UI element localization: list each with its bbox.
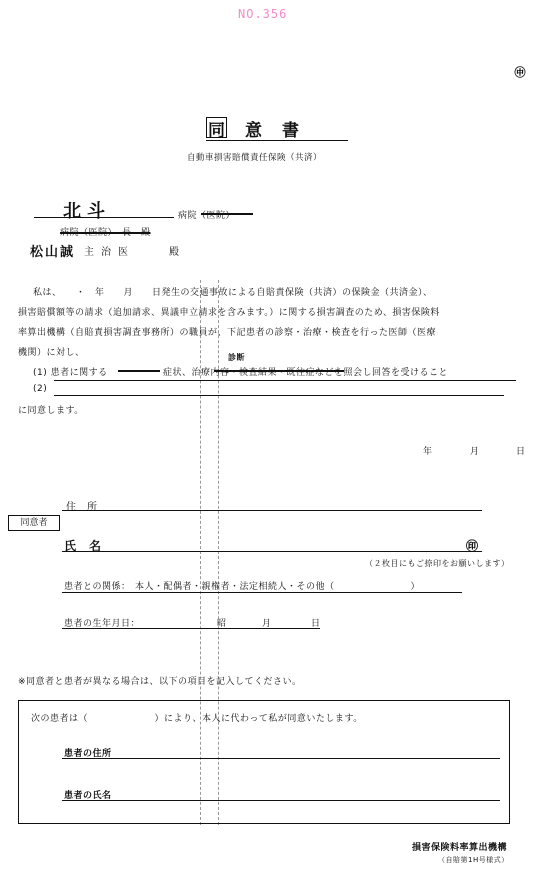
page-subtitle: 自動車損害賠償責任保険（共済）: [187, 153, 323, 163]
title-underline: [206, 140, 348, 141]
item-2-underline: [54, 395, 504, 396]
seal-note: （２枚目にもご捺印をお願いします）: [365, 559, 510, 568]
body-line-3: 率算出機構（自賠責損害調査事務所）の職員が、下記患者の診察・治療・検査を行った医師（医療: [18, 328, 437, 338]
birth-underline: [62, 628, 320, 629]
document-number: NO.356: [238, 7, 288, 21]
hospital-name-underline: [34, 217, 174, 218]
item-1-handwritten-insert: 診断: [228, 352, 245, 362]
body-closing: に同意します。: [18, 406, 84, 416]
department-struck-text: 病院（医院） 長 殿: [60, 228, 151, 238]
body-line-1: 私は、 ・ 年 月 日発生の交通事故による自賠責保険（共済）の保険金（共済金）、: [33, 288, 433, 298]
hospital-strike-mark: [201, 213, 253, 215]
item-2-label: (2): [33, 384, 48, 394]
footer-form-number: （自賠第1H号様式）: [438, 856, 509, 864]
body-line-4: 機関）に対し、: [18, 348, 85, 358]
item-1-text: 症状、治療内容・検査結果・既往症などを照会し回答を受けること: [163, 368, 449, 378]
item-1-prefix: (1) 患者に関する: [33, 368, 108, 378]
patient-name-field[interactable]: [62, 800, 500, 801]
date-year-label: 年: [423, 447, 433, 457]
company-seal-mark: ㊥: [514, 66, 526, 79]
patient-address-field[interactable]: [62, 758, 500, 759]
page-title: 同意書: [208, 121, 319, 141]
birth-month-label: 月: [262, 619, 272, 629]
substitute-instruction: ※同意者と患者が異なる場合は、以下の項目を記入してください。: [18, 677, 302, 687]
relation-underline: [62, 592, 462, 593]
hospital-name-handwritten: 北斗: [63, 201, 111, 222]
date-month-label: 月: [470, 447, 480, 457]
doctor-name-handwritten: 松山誠: [30, 245, 76, 260]
birth-era: 昭: [217, 619, 227, 629]
relation-options[interactable]: 本人・配偶者・親権者・法定相続人・その他（ ）: [135, 582, 421, 592]
seal-mark: ㊞: [466, 539, 479, 553]
item-1-strike-mark: [118, 370, 160, 372]
substitute-statement: 次の患者は（ ）により、本人に代わって私が同意いたします。: [31, 714, 363, 724]
address-label: 住 所: [66, 502, 98, 513]
address-field[interactable]: [62, 510, 482, 511]
item-1-underline: [54, 380, 516, 381]
name-label: 氏 名: [64, 539, 102, 553]
date-day-label: 日: [516, 447, 526, 457]
relation-label: 患者との関係：: [64, 582, 131, 592]
footer-organization: 損害保険料率算出機構: [412, 843, 508, 853]
item-1-strike-mark-2: [214, 370, 344, 372]
patient-birth-label: 患者の生年月日：: [64, 619, 141, 629]
patient-name-label: 患者の氏名: [64, 791, 112, 801]
patient-address-label: 患者の住所: [64, 749, 112, 759]
name-field[interactable]: [62, 551, 482, 552]
birth-day-label: 日: [311, 619, 321, 629]
hospital-label: 病院（医院）: [178, 211, 236, 221]
doctor-label: 主治医 殿: [84, 247, 186, 258]
body-line-2: 損害賠償額等の請求（追加請求、異議申立請求を含みます。）に関する損害調査のため、損害保険料: [18, 308, 440, 318]
consenter-label-box: 同意者: [8, 515, 60, 531]
